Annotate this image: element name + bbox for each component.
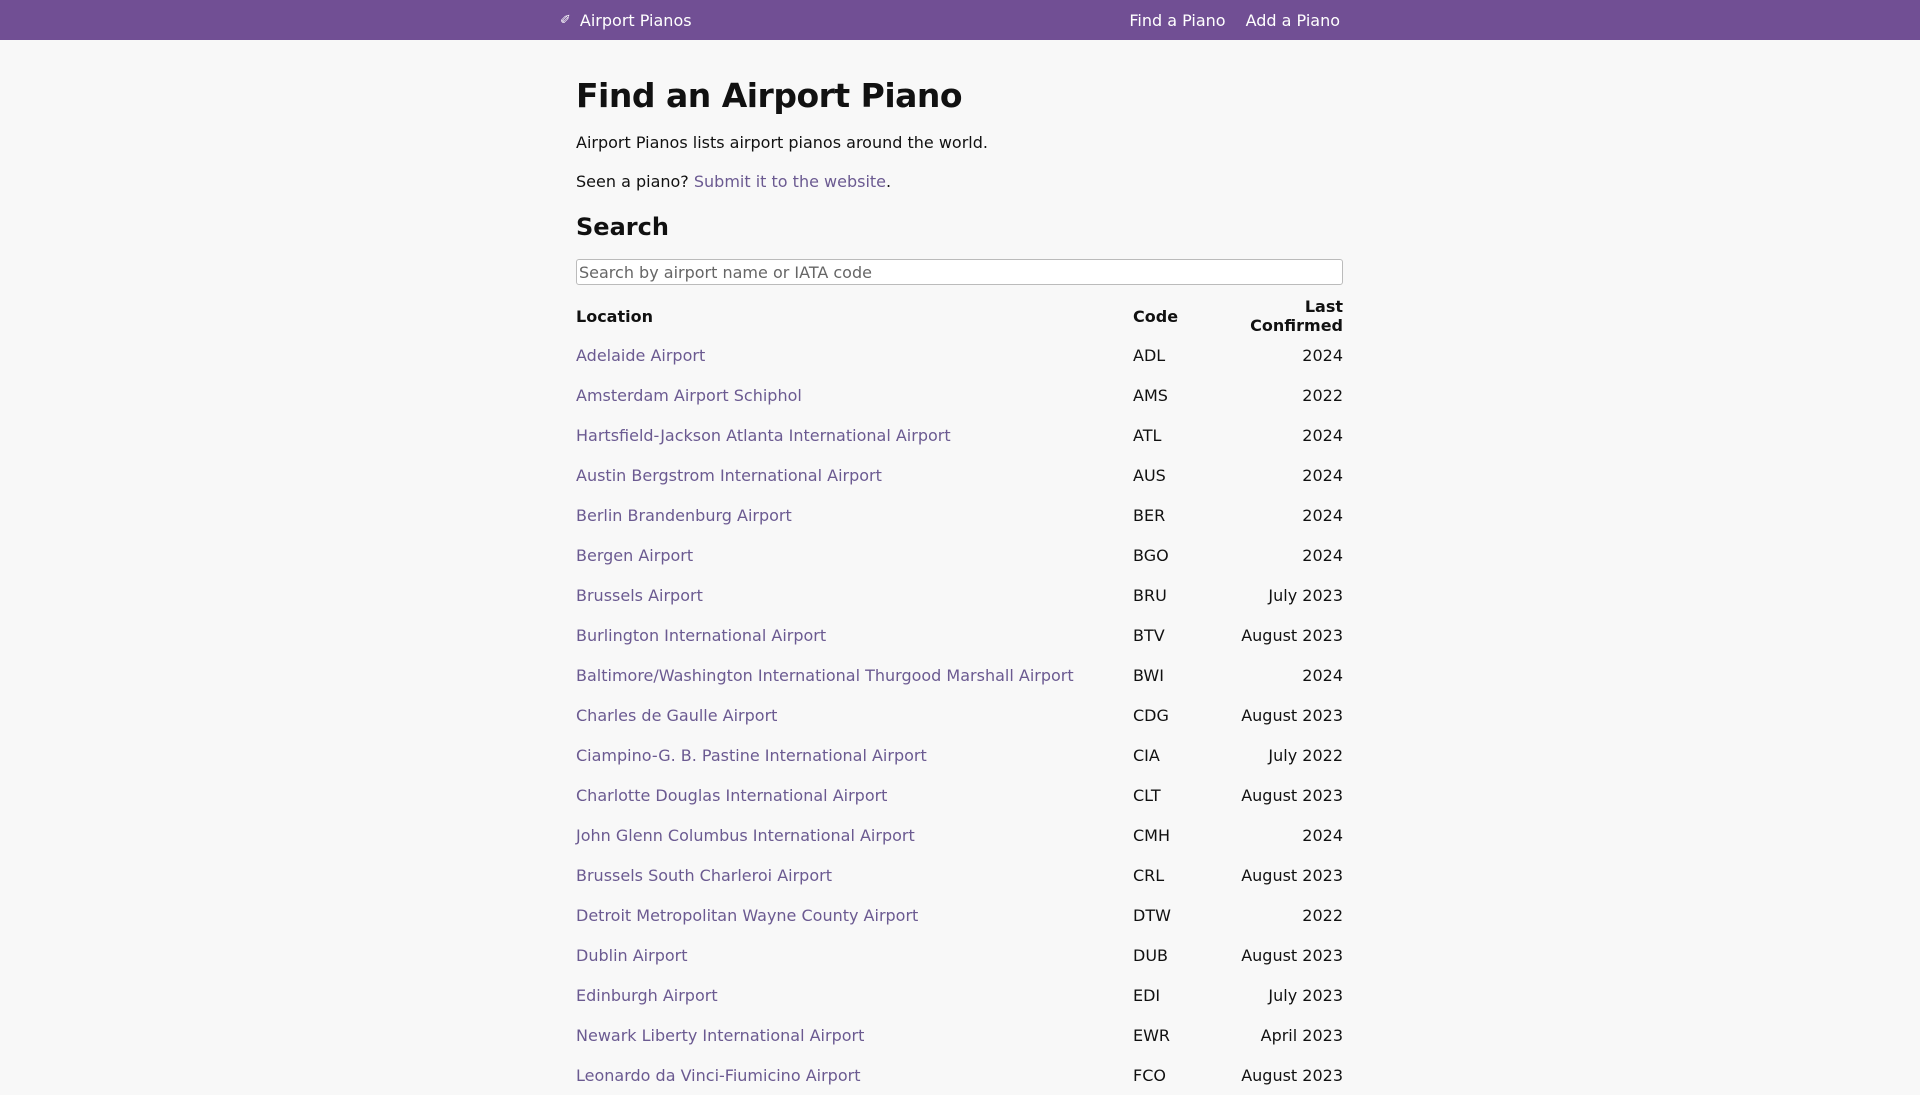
airport-link[interactable]: Bergen Airport — [576, 545, 694, 565]
table-row — [576, 975, 1343, 1015]
last-confirmed-cell: 2024 — [1302, 545, 1343, 565]
airport-link[interactable]: Hartsfield-Jackson Atlanta International Airport — [576, 425, 951, 445]
airport-table — [576, 297, 1343, 1095]
table-row — [576, 335, 1343, 375]
location-cell — [576, 495, 1133, 535]
location-cell — [576, 695, 1133, 735]
nav-add-a-piano[interactable]: Add a Piano — [1245, 10, 1340, 30]
location-cell — [576, 1015, 1133, 1055]
last-confirmed-cell: August 2023 — [1241, 945, 1343, 965]
airport-link[interactable]: Detroit Metropolitan Wayne County Airport — [576, 905, 919, 925]
last-confirmed-cell: August 2023 — [1241, 1065, 1343, 1085]
airport-link[interactable]: Leonardo da Vinci-Fiumicino Airport — [576, 1065, 861, 1085]
page-title: Find an Airport Piano — [576, 76, 963, 115]
airport-link[interactable]: Edinburgh Airport — [576, 985, 718, 1005]
last-confirmed-cell: July 2022 — [1268, 745, 1343, 765]
last-confirmed-cell: August 2023 — [1241, 705, 1343, 725]
airport-link[interactable]: Ciampino-G. B. Pastine International Airport — [576, 745, 927, 765]
location-cell — [576, 815, 1133, 855]
code-cell: BER — [1133, 505, 1166, 525]
last-confirmed-cell: July 2023 — [1268, 985, 1343, 1005]
code-cell: CDG — [1133, 705, 1169, 725]
last-confirmed-cell: April 2023 — [1260, 1025, 1343, 1045]
last-confirmed-cell: 2024 — [1302, 425, 1343, 445]
airport-link[interactable]: Adelaide Airport — [576, 345, 706, 365]
piano-icon: ✐ — [560, 12, 571, 28]
nav-find-a-piano[interactable]: Find a Piano — [1129, 10, 1226, 30]
table-row — [576, 575, 1343, 615]
location-cell — [576, 575, 1133, 615]
location-cell — [576, 535, 1133, 575]
last-confirmed-cell: August 2023 — [1241, 785, 1343, 805]
code-cell: AUS — [1133, 465, 1166, 485]
last-confirmed-cell: 2024 — [1302, 825, 1343, 845]
table-row — [576, 935, 1343, 975]
submit-prompt — [576, 172, 1343, 191]
last-confirmed-cell: 2024 — [1302, 505, 1343, 525]
table-row — [576, 735, 1343, 775]
table-row — [576, 415, 1343, 455]
airport-link[interactable]: Charlotte Douglas International Airport — [576, 785, 888, 805]
location-cell — [576, 895, 1133, 935]
airport-link[interactable]: Amsterdam Airport Schiphol — [576, 385, 802, 405]
table-row — [576, 1055, 1343, 1095]
code-cell: AMS — [1133, 385, 1168, 405]
location-cell — [576, 975, 1133, 1015]
header-last-confirmed: Last Confirmed — [1250, 297, 1343, 335]
brand-label: Airport Pianos — [579, 10, 692, 30]
airport-link[interactable]: Dublin Airport — [576, 945, 688, 965]
airport-link[interactable]: Brussels Airport — [576, 585, 703, 605]
table-row — [576, 775, 1343, 815]
last-confirmed-cell: 2022 — [1302, 385, 1343, 405]
table-row — [576, 895, 1343, 935]
code-cell: ATL — [1133, 425, 1162, 445]
code-cell: ADL — [1133, 345, 1166, 365]
location-cell — [576, 775, 1133, 815]
airport-link[interactable]: Charles de Gaulle Airport — [576, 705, 778, 725]
location-cell — [576, 1055, 1133, 1095]
table-row — [576, 695, 1343, 735]
last-confirmed-cell: August 2023 — [1241, 865, 1343, 885]
code-cell: BRU — [1133, 585, 1167, 605]
table-row — [576, 535, 1343, 575]
code-cell: CLT — [1133, 785, 1161, 805]
location-cell — [576, 415, 1133, 455]
location-cell — [576, 615, 1133, 655]
last-confirmed-cell: July 2023 — [1268, 585, 1343, 605]
header-code: Code — [1133, 306, 1179, 326]
main-content — [576, 40, 1343, 1095]
airport-link[interactable]: John Glenn Columbus International Airport — [576, 825, 915, 845]
table-row — [576, 815, 1343, 855]
table-row — [576, 495, 1343, 535]
location-cell — [576, 455, 1133, 495]
table-row — [576, 855, 1343, 895]
search-input[interactable] — [576, 259, 1343, 285]
search-heading: Search — [576, 213, 669, 241]
airport-link[interactable]: Brussels South Charleroi Airport — [576, 865, 832, 885]
header-location: Location — [576, 306, 653, 326]
code-cell: CMH — [1133, 825, 1171, 845]
location-cell — [576, 655, 1133, 695]
code-cell: BTV — [1133, 625, 1165, 645]
submit-link[interactable]: Submit it to the website — [693, 172, 886, 191]
submit-prompt-suffix: . — [886, 172, 892, 191]
last-confirmed-cell: August 2023 — [1241, 625, 1343, 645]
airport-link[interactable]: Newark Liberty International Airport — [576, 1025, 865, 1045]
last-confirmed-cell: 2022 — [1302, 905, 1343, 925]
code-cell: BWI — [1133, 665, 1164, 685]
submit-prompt-text: Seen a piano? — [576, 172, 694, 191]
code-cell: CIA — [1133, 745, 1160, 765]
table-row — [576, 1015, 1343, 1055]
code-cell: FCO — [1133, 1065, 1166, 1085]
last-confirmed-cell: 2024 — [1302, 465, 1343, 485]
location-cell — [576, 855, 1133, 895]
airport-link[interactable]: Berlin Brandenburg Airport — [576, 505, 792, 525]
code-cell: CRL — [1133, 865, 1165, 885]
airport-link[interactable]: Austin Bergstrom International Airport — [576, 465, 882, 485]
top-nav — [0, 0, 1920, 40]
location-cell — [576, 335, 1133, 375]
location-cell — [576, 735, 1133, 775]
airport-link[interactable]: Baltimore/Washington International Thurgood Marshall Airport — [576, 665, 1074, 685]
code-cell: BGO — [1133, 545, 1169, 565]
location-cell — [576, 375, 1133, 415]
code-cell: EWR — [1133, 1025, 1171, 1045]
brand-link[interactable] — [560, 0, 692, 40]
table-row — [576, 455, 1343, 495]
code-cell: DUB — [1133, 945, 1169, 965]
intro-text: Airport Pianos lists airport pianos around the world. — [576, 133, 988, 152]
last-confirmed-cell: 2024 — [1302, 345, 1343, 365]
location-cell — [576, 935, 1133, 975]
airport-link[interactable]: Burlington International Airport — [576, 625, 827, 645]
last-confirmed-cell: 2024 — [1302, 665, 1343, 685]
table-row — [576, 655, 1343, 695]
code-cell: EDI — [1133, 985, 1161, 1005]
table-row — [576, 615, 1343, 655]
table-row — [576, 375, 1343, 415]
code-cell: DTW — [1133, 905, 1171, 925]
